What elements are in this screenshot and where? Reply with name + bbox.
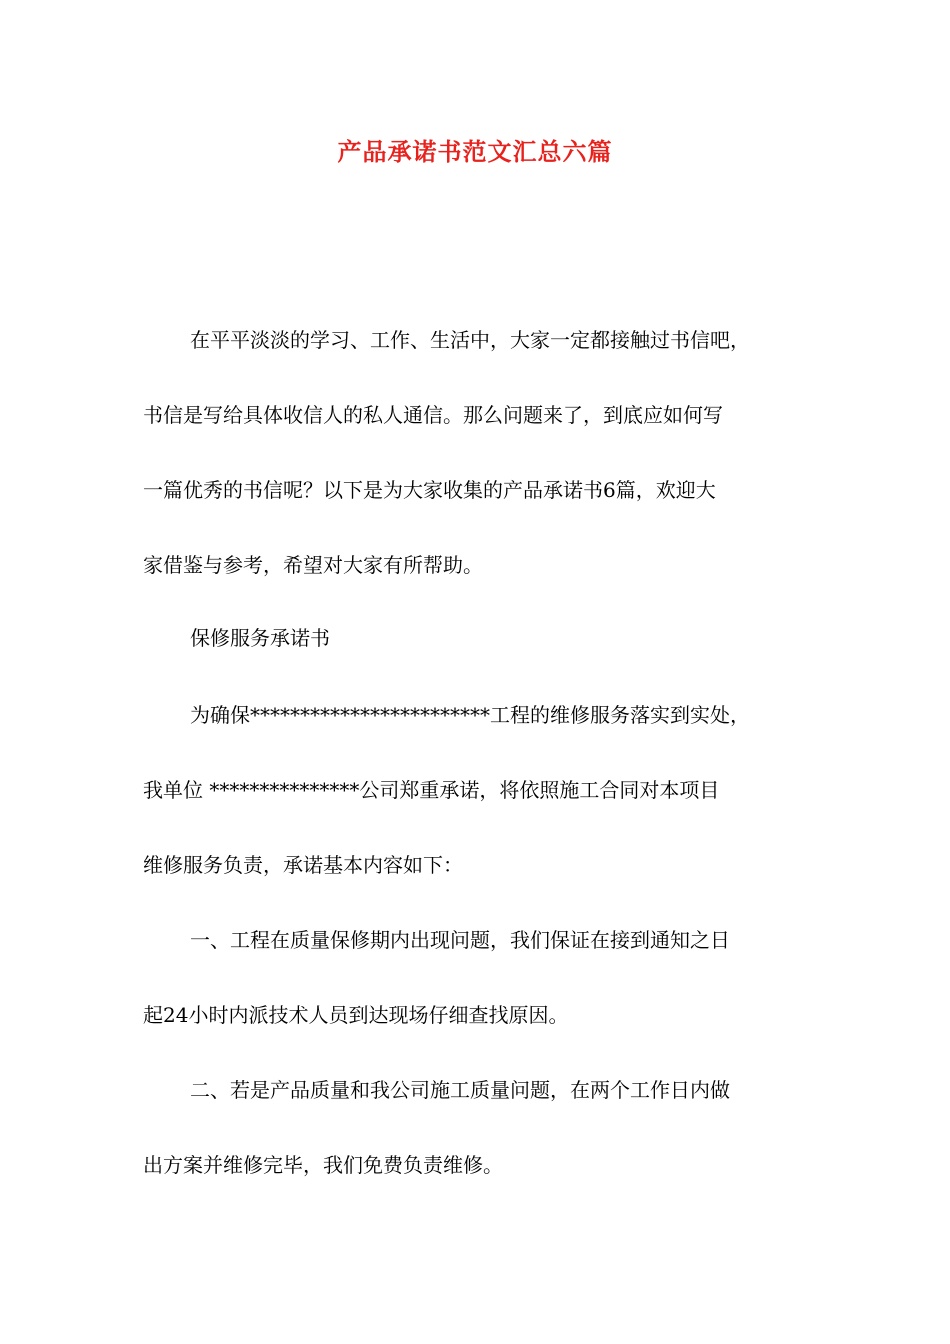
paragraph-line: 一篇优秀的书信呢？以下是为大家收集的产品承诺书6篇，欢迎大 [143,478,716,502]
paragraph-line: 起24小时内派技术人员到达现场仔细查找原因。 [143,1003,569,1027]
paragraph-line: 为确保************************工程的维修服务落实到实处， [190,703,750,727]
paragraph-line: 二、若是产品质量和我公司施工质量问题，在两个工作日内做 [190,1078,730,1102]
paragraph-line: 我单位 ***************公司郑重承诺，将依照施工合同对本项目 [143,778,720,802]
paragraph-line: 出方案并维修完毕，我们免费负责维修。 [143,1153,503,1177]
section-heading: 保修服务承诺书 [190,626,330,650]
paragraph-line: 在平平淡淡的学习、工作、生活中，大家一定都接触过书信吧， [190,328,750,352]
document-title: 产品承诺书范文汇总六篇 [337,137,613,166]
paragraph-line: 书信是写给具体收信人的私人通信。那么问题来了，到底应如何写 [143,403,723,427]
paragraph-line: 维修服务负责，承诺基本内容如下： [143,853,463,877]
paragraph-line: 一、工程在质量保修期内出现问题，我们保证在接到通知之日 [190,928,730,952]
paragraph-line: 家借鉴与参考，希望对大家有所帮助。 [143,553,483,577]
